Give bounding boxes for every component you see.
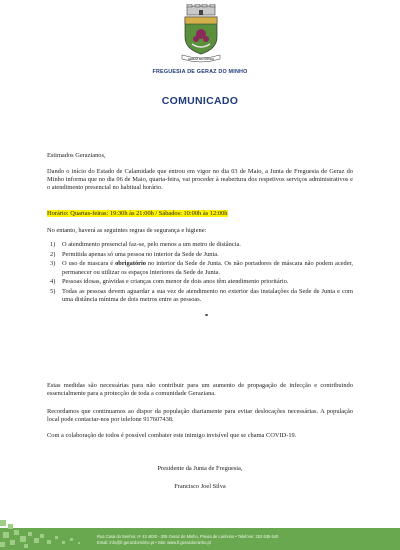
paragraph-contact: Recordamos que continuamos ao dispor da população diariamente para evitar deslocações necessárias. A população local pode contactar-nos por telefone 917607438. bbox=[47, 408, 353, 424]
footer bbox=[0, 520, 400, 550]
list-text-after: no interior da Sede de Junta. Os não portadores de máscara não podem aceder, permanecer ou utilizar os espaços interiores da Sede de Junta. bbox=[62, 260, 354, 276]
list-text: Pessoas idosas, grávidas e crianças com menor de dois anos têm atendimento prioritário. bbox=[62, 278, 289, 286]
list-number: 5) bbox=[50, 288, 56, 296]
ink-mark bbox=[205, 314, 208, 316]
parish-coat-of-arms-icon bbox=[178, 4, 224, 64]
rules-intro: No entanto, haverá as seguintes regras de segurança e higiene: bbox=[47, 227, 207, 234]
rules-list bbox=[47, 241, 353, 306]
list-item bbox=[47, 251, 353, 259]
list-text: Permitida apenas só uma pessoa no interior da Sede de Junta. bbox=[62, 250, 219, 258]
list-text: O atendimento presencial faz-se, pelo menos a um metro de distância. bbox=[62, 241, 241, 248]
list-number: 3) bbox=[50, 260, 56, 268]
opening-hours bbox=[47, 210, 353, 218]
signature-name: Francisco Joel Silva bbox=[174, 483, 226, 490]
signature-role: Presidente da Junta de Freguesia, bbox=[157, 465, 243, 472]
footer-address: Rua Casa do Senhor, nº 43 4830 - 306 Geraz do Minho, Póvoa de Lanhoso • Telefone: 253 635 640 bbox=[97, 534, 279, 539]
list-item bbox=[47, 260, 353, 276]
list-number: 2) bbox=[50, 250, 56, 258]
decorative-pattern-icon bbox=[0, 520, 95, 550]
list-number: 4) bbox=[50, 278, 56, 286]
document-title: COMUNICADO bbox=[161, 95, 239, 107]
list-number: 1) bbox=[50, 241, 56, 248]
paragraph-collaboration: Com a colaboração de todos é possível combater este inimigo invisível que se chama COVID-19. bbox=[47, 432, 297, 439]
list-text-bold: obrigatório bbox=[115, 260, 146, 268]
list-item bbox=[47, 241, 353, 249]
crest-motto: GERAZ DO MINHO bbox=[187, 57, 215, 61]
opening-hours-highlight: Horário: Quartas-feiras: 19:30h às 21:00h / Sábados: 10:00h às 12:00h bbox=[47, 210, 228, 217]
footer-contacts: Email: info@fr.gerazdominho.pt • Site: www.fr.gerazdominho.pt bbox=[97, 540, 211, 545]
list-item bbox=[47, 288, 353, 304]
paragraph-reopening: Dando o início do Estado de Calamidade que entrou em vigor no dia 03 de Maio, a Junta de Freguesia de Geraz do Minho informa que no dia 06 de Maio, quarta-feira, vai proceder à reabertura dos respetivos serviços administrativos e o atendimento presencial no habitual horário. bbox=[47, 168, 353, 192]
parish-name: FREGUESIA DE GERAZ DO MINHO bbox=[152, 69, 248, 75]
list-text-before: O uso de mascara é bbox=[62, 260, 116, 268]
paragraph-measures: Estas medidas são necessárias para não contribuir para um aumento de propagação de infecção e contribuindo essencialmente para a protecção de toda a comunidade Geraziana. bbox=[47, 382, 353, 398]
list-text: Todas as pessoas devem aguardar a sua vez de atendimento no exterior das instalações da Sede de Junta e com uma distância mínima de dois metros entre as pessoas. bbox=[62, 288, 353, 304]
list-item bbox=[47, 278, 353, 286]
greeting: Estimados Gerazianos, bbox=[47, 152, 106, 159]
